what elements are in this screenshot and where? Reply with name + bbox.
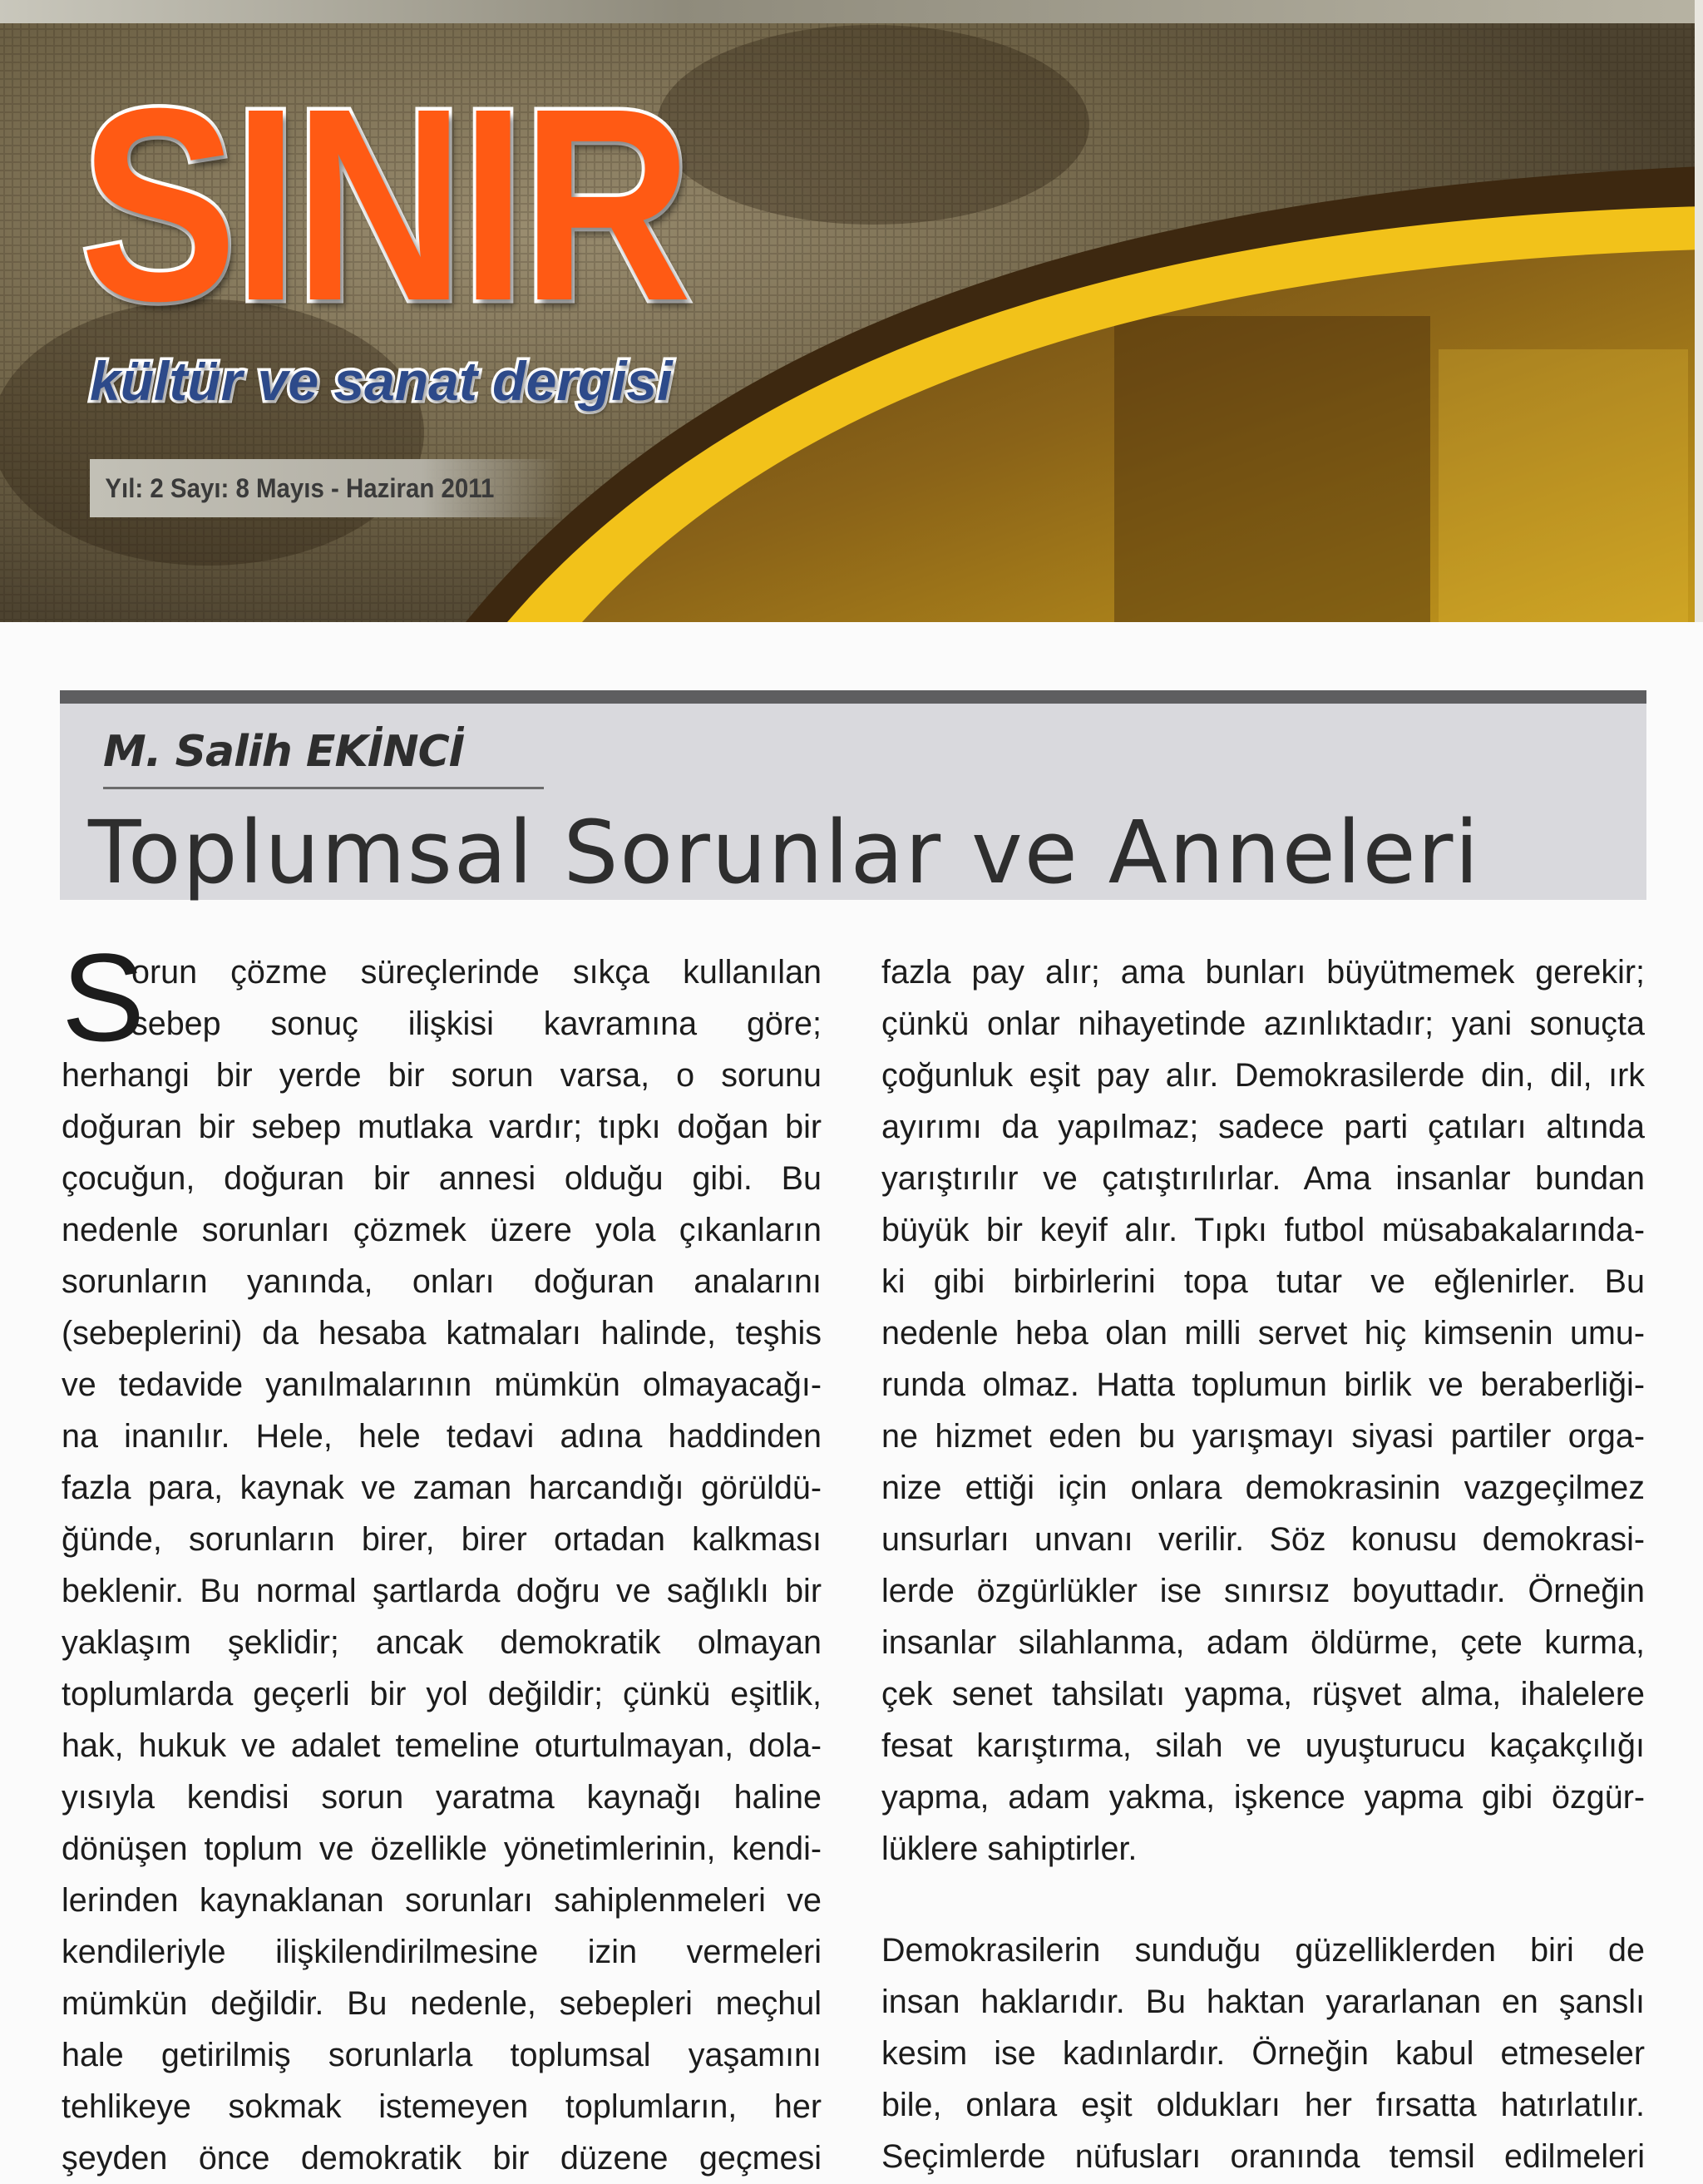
magazine-header-banner: [0, 0, 1703, 622]
banner-page-edge: [1695, 0, 1703, 622]
text-line: insanlar silahlanma, adam öldürme, çete kurma,: [881, 1624, 1645, 1661]
text-line: yaklaşım şeklidir; ancak demokratik olmayan: [62, 1624, 822, 1661]
text-line: insan haklarıdır. Bu haktan yararlanan en şanslı: [881, 1984, 1645, 2020]
text-line: çocuğun, doğuran bir annesi olduğu gibi. Bu: [62, 1160, 822, 1197]
article-column-right: [881, 946, 1645, 2182]
text-line: çünkü onlar nihayetinde azınlıktadır; yani sonuçta: [881, 1006, 1645, 1042]
text-line: nedenle heba olan milli servet hiç kimsenin umu-: [881, 1315, 1645, 1351]
text-line: lerinden kaynaklanan sorunları sahiplenmeleri ve: [62, 1882, 822, 1919]
text-line: dönüşen toplum ve özellikle yönetimlerinin, kendi-: [62, 1831, 822, 1867]
text-line: yarıştırılır ve çatıştırılırlar. Ama insanlar bundan: [881, 1160, 1645, 1197]
text-line: çoğunluk eşit pay alır. Demokrasilerde din, dil, ırk: [881, 1057, 1645, 1094]
article-title-block: [60, 690, 1646, 903]
article-column-left: [62, 927, 822, 2184]
article-author: M. Salih EKİNCİ: [103, 727, 465, 777]
text-line: Seçimlerde nüfusları oranında temsil edilmeleri: [881, 2138, 1645, 2175]
text-line: kendileriyle ilişkilendirilmesine izin vermeleri: [62, 1934, 822, 1970]
text-line: orun çözme süreçlerinde sıkça kullanılan: [131, 954, 822, 991]
text-line: runda olmaz. Hatta toplumun birlik ve beraberliği-: [881, 1366, 1645, 1403]
text-line: ve tedavide yanılmalarının mümkün olmayacağı-: [62, 1366, 822, 1403]
text-line: sorunların yanında, onları doğuran analarını: [62, 1263, 822, 1300]
drop-cap: S: [62, 927, 146, 1067]
text-line: hak, hukuk ve adalet temeline oturtulmayan, dola-: [62, 1727, 822, 1764]
text-line: yapma, adam yakma, işkence yapma gibi özgür-: [881, 1779, 1645, 1816]
text-line: büyük bir keyif alır. Tıpkı futbol müsabakalarında-: [881, 1212, 1645, 1248]
text-line: tehlikeye sokmak istemeyen toplumların, her: [62, 2088, 822, 2125]
text-line: hale getirilmiş sorunlarla toplumsal yaşamını: [62, 2037, 822, 2073]
text-line: şeyden önce demokratik bir düzene geçmesi: [62, 2140, 822, 2177]
text-line: toplumlarda geçerli bir yol değildir; çünkü eşitlik,: [62, 1676, 822, 1712]
text-line: fazla pay alır; ama bunları büyütmemek gerekir;: [881, 954, 1645, 991]
text-line: beklenir. Bu normal şartlarda doğru ve sağlıklı bir: [62, 1573, 822, 1609]
text-line: ayırımı da yapılmaz; sadece parti çatıları altında: [881, 1109, 1645, 1145]
text-line: fesat karıştırma, silah ve uyuşturucu kaçakçılığı: [881, 1727, 1645, 1764]
text-line: lerde özgürlükler ise sınırsız boyuttadır. Örneğin: [881, 1573, 1645, 1609]
text-line: fazla para, kaynak ve zaman harcandığı görüldü-: [62, 1470, 822, 1506]
text-line: çek senet tahsilatı yapma, rüşvet alma, ihalelere: [881, 1676, 1645, 1712]
paragraph-gap: [881, 1875, 1645, 1925]
article-title: Toplumsal Sorunlar ve Anneleri: [88, 802, 1481, 903]
text-line: kesim ise kadınlardır. Örneğin kabul etmeseler: [881, 2035, 1645, 2072]
text-line: sebep sonuç ilişkisi kavramına göre;: [131, 1006, 822, 1042]
text-line: ne hizmet eden bu yarışmayı siyasi partiler orga-: [881, 1418, 1645, 1455]
text-line: (sebeplerini) da hesaba katmaları halinde, teşhis: [62, 1315, 822, 1351]
author-underline: [103, 787, 544, 789]
text-line: ki gibi birbirlerini topa tutar ve eğlenirler. Bu: [881, 1263, 1645, 1300]
text-line: doğuran bir sebep mutlaka vardır; tıpkı doğan bir: [62, 1109, 822, 1145]
text-line: nize ettiği için onlara demokrasinin vazgeçilmez: [881, 1470, 1645, 1506]
text-line: na inanılır. Hele, hele tedavi adına haddinden: [62, 1418, 822, 1455]
text-line: herhangi bir yerde bir sorun varsa, o sorunu: [62, 1057, 822, 1094]
text-line: ğünde, sorunların birer, birer ortadan kalkması: [62, 1521, 822, 1558]
text-line: nedenle sorunları çözmek üzere yola çıkanların: [62, 1212, 822, 1248]
issue-info: Yıl: 2 Sayı: 8 Mayıs - Haziran 2011: [90, 459, 564, 517]
magazine-tagline: kültür ve sanat dergisi: [90, 350, 673, 412]
text-line: mümkün değildir. Bu nedenle, sebepleri meçhul: [62, 1985, 822, 2022]
text-line: bile, onlara eşit oldukları her fırsatta hatırlatılır.: [881, 2087, 1645, 2123]
text-line: unsurları unvanı verilir. Söz konusu demokrasi-: [881, 1521, 1645, 1558]
text-line: yısıyla kendisi sorun yaratma kaynağı haline: [62, 1779, 822, 1816]
magazine-logo: SINIR: [80, 51, 689, 358]
text-line: lüklere sahiptirler.: [881, 1831, 1138, 1867]
text-line: Demokrasilerin sunduğu güzelliklerden biri de: [881, 1932, 1645, 1969]
